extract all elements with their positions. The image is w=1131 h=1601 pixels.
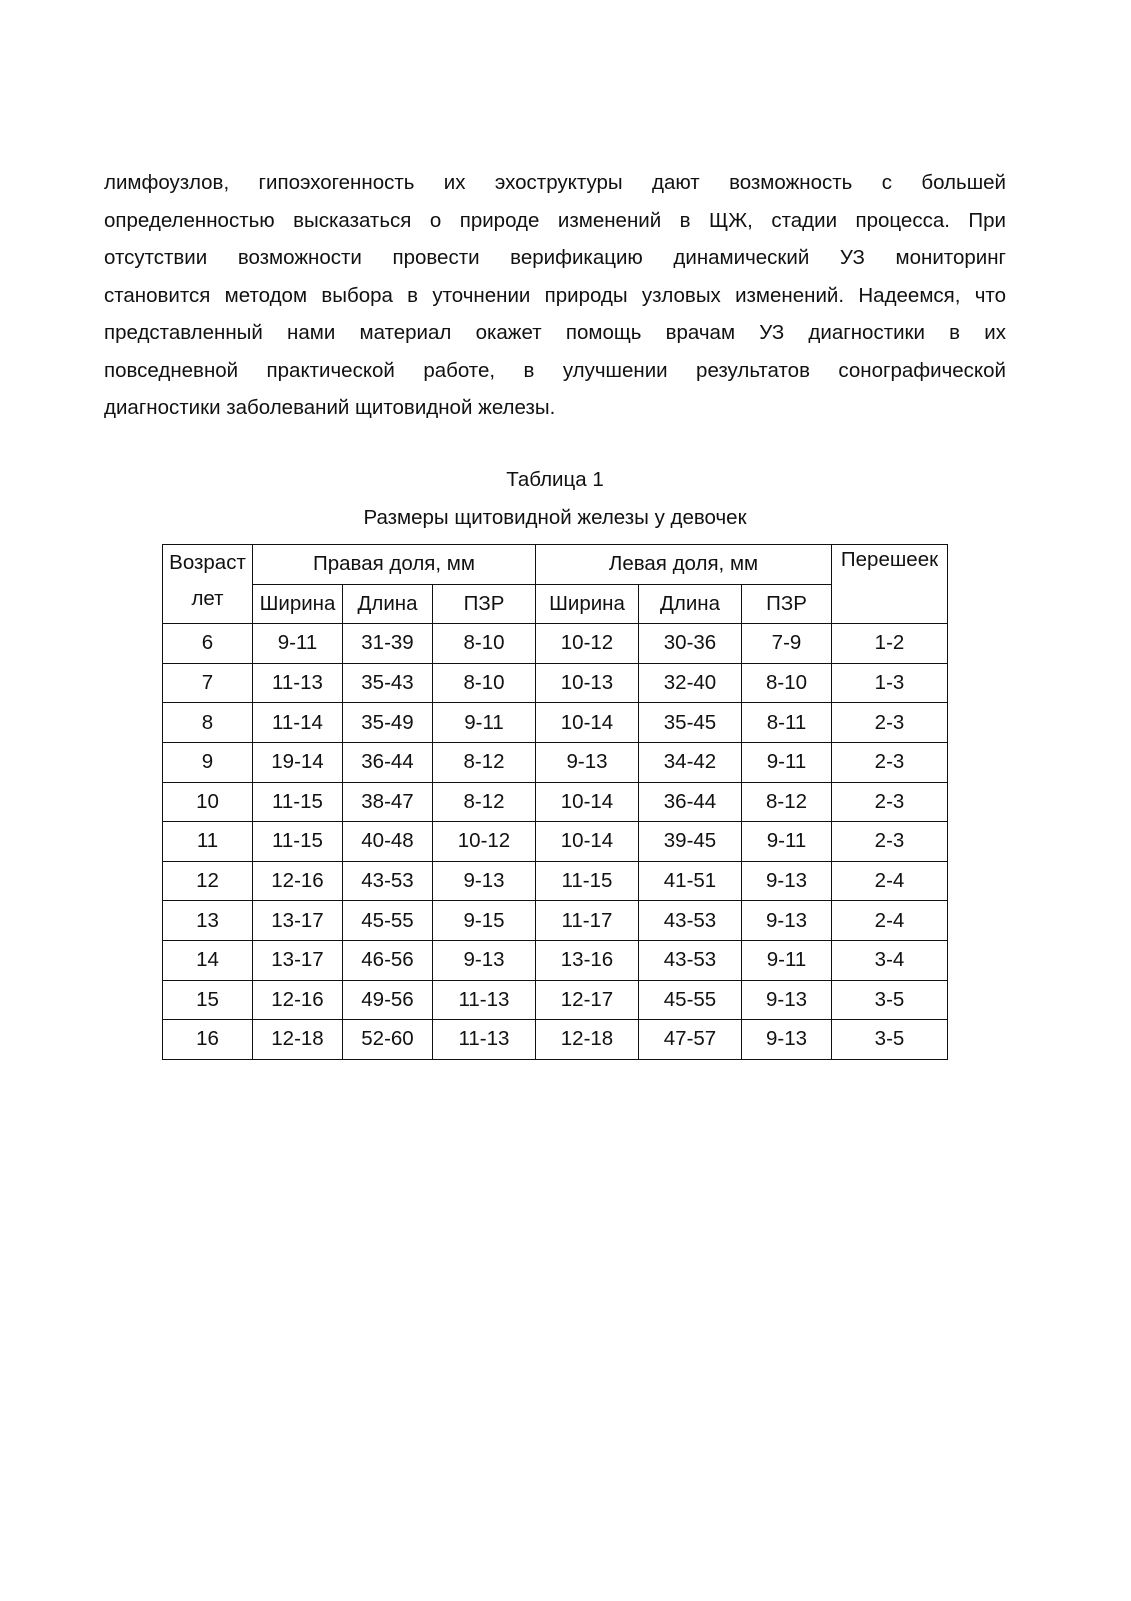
cell-left-pzr: 7-9	[742, 624, 832, 664]
cell-left-length: 43-53	[639, 901, 742, 941]
cell-right-width: 12-16	[253, 861, 343, 901]
header-right-length: Длина	[343, 584, 433, 624]
cell-right-length: 36-44	[343, 742, 433, 782]
header-age-line2: лет	[191, 587, 224, 610]
cell-left-length: 35-45	[639, 703, 742, 743]
paragraph-line: отсутствии возможности провести верификацию динамический УЗ мониторинг	[104, 246, 1006, 269]
table-row	[163, 861, 948, 901]
cell-left-width: 10-12	[536, 624, 639, 664]
cell-left-width: 12-18	[536, 1020, 639, 1060]
cell-age: 13	[163, 901, 253, 941]
paragraph-line: представленный нами материал окажет помощь врачам УЗ диагностики в их	[104, 321, 1006, 344]
cell-right-pzr: 9-15	[433, 901, 536, 941]
cell-age: 8	[163, 703, 253, 743]
header-left-length: Длина	[639, 584, 742, 624]
cell-right-pzr: 9-13	[433, 861, 536, 901]
table-row	[163, 1020, 948, 1060]
cell-right-pzr: 8-10	[433, 624, 536, 664]
table-row	[163, 782, 948, 822]
cell-left-length: 39-45	[639, 822, 742, 862]
cell-isthmus: 1-2	[832, 624, 948, 664]
cell-right-length: 52-60	[343, 1020, 433, 1060]
cell-isthmus: 2-3	[832, 742, 948, 782]
header-isthmus: Перешеек	[832, 545, 948, 624]
cell-left-length: 41-51	[639, 861, 742, 901]
cell-age: 16	[163, 1020, 253, 1060]
cell-right-pzr: 11-13	[433, 1020, 536, 1060]
cell-isthmus: 2-4	[832, 901, 948, 941]
cell-left-width: 13-16	[536, 940, 639, 980]
cell-right-pzr: 8-12	[433, 742, 536, 782]
cell-right-width: 11-14	[253, 703, 343, 743]
cell-right-length: 38-47	[343, 782, 433, 822]
paragraph-line: определенностью высказаться о природе изменений в ЩЖ, стадии процесса. При	[104, 208, 1006, 232]
header-right-width: Ширина	[253, 584, 343, 624]
cell-left-length: 47-57	[639, 1020, 742, 1060]
table-row	[163, 980, 948, 1020]
cell-age: 15	[163, 980, 253, 1020]
cell-left-length: 30-36	[639, 624, 742, 664]
cell-right-width: 13-17	[253, 940, 343, 980]
cell-left-pzr: 9-13	[742, 980, 832, 1020]
cell-age: 12	[163, 861, 253, 901]
cell-age: 9	[163, 742, 253, 782]
paragraph-line: становится методом выбора в уточнении природы узловых изменений. Надеемся, что	[104, 283, 1006, 307]
cell-right-width: 9-11	[253, 624, 343, 664]
table-row	[163, 663, 948, 703]
cell-isthmus: 3-4	[832, 940, 948, 980]
cell-left-width: 10-14	[536, 703, 639, 743]
cell-left-length: 36-44	[639, 782, 742, 822]
cell-left-length: 43-53	[639, 940, 742, 980]
paragraph-line: повседневной практической работе, в улучшении результатов сонографической	[104, 358, 1006, 382]
cell-isthmus: 2-3	[832, 703, 948, 743]
cell-left-pzr: 8-11	[742, 703, 832, 743]
header-right-lobe: Правая доля, мм	[253, 545, 536, 585]
cell-right-length: 43-53	[343, 861, 433, 901]
cell-right-length: 31-39	[343, 624, 433, 664]
table-number: Таблица 1	[506, 468, 604, 491]
cell-left-length: 32-40	[639, 663, 742, 703]
cell-right-width: 11-15	[253, 822, 343, 862]
header-left-lobe: Левая доля, мм	[536, 545, 832, 585]
cell-isthmus: 2-3	[832, 822, 948, 862]
header-age-line1: Возраст	[169, 551, 246, 574]
header-age	[163, 545, 253, 624]
table-row	[163, 940, 948, 980]
cell-left-width: 10-14	[536, 782, 639, 822]
cell-isthmus: 2-4	[832, 861, 948, 901]
cell-right-width: 13-17	[253, 901, 343, 941]
cell-left-width: 10-13	[536, 663, 639, 703]
header-left-pzr: ПЗР	[742, 584, 832, 624]
cell-left-pzr: 9-11	[742, 742, 832, 782]
cell-right-width: 19-14	[253, 742, 343, 782]
cell-age: 7	[163, 663, 253, 703]
cell-age: 14	[163, 940, 253, 980]
cell-right-length: 45-55	[343, 901, 433, 941]
cell-left-pzr: 9-13	[742, 1020, 832, 1060]
cell-right-length: 35-43	[343, 663, 433, 703]
header-right-pzr: ПЗР	[433, 584, 536, 624]
header-left-width: Ширина	[536, 584, 639, 624]
cell-right-length: 49-56	[343, 980, 433, 1020]
table-row	[163, 742, 948, 782]
cell-left-width: 9-13	[536, 742, 639, 782]
cell-left-pzr: 8-12	[742, 782, 832, 822]
paragraph-line: диагностики заболеваний щитовидной железы.	[104, 396, 556, 419]
cell-right-width: 11-13	[253, 663, 343, 703]
cell-right-pzr: 9-13	[433, 940, 536, 980]
cell-right-length: 35-49	[343, 703, 433, 743]
table-title: Размеры щитовидной железы у девочек	[363, 506, 747, 529]
cell-age: 10	[163, 782, 253, 822]
cell-left-width: 11-15	[536, 861, 639, 901]
cell-left-length: 45-55	[639, 980, 742, 1020]
table-row	[163, 703, 948, 743]
cell-left-pzr: 9-11	[742, 940, 832, 980]
cell-right-length: 46-56	[343, 940, 433, 980]
cell-left-pzr: 8-10	[742, 663, 832, 703]
cell-right-width: 12-16	[253, 980, 343, 1020]
cell-left-width: 11-17	[536, 901, 639, 941]
table-row	[163, 624, 948, 664]
cell-right-pzr: 8-12	[433, 782, 536, 822]
cell-right-width: 12-18	[253, 1020, 343, 1060]
cell-age: 6	[163, 624, 253, 664]
cell-left-pzr: 9-13	[742, 901, 832, 941]
cell-left-pzr: 9-11	[742, 822, 832, 862]
cell-right-length: 40-48	[343, 822, 433, 862]
cell-right-width: 11-15	[253, 782, 343, 822]
cell-left-length: 34-42	[639, 742, 742, 782]
table-body	[163, 624, 948, 1060]
table-row	[163, 901, 948, 941]
cell-isthmus: 3-5	[832, 1020, 948, 1060]
body-paragraph	[104, 164, 1006, 427]
cell-left-width: 10-14	[536, 822, 639, 862]
cell-right-pzr: 9-11	[433, 703, 536, 743]
cell-left-pzr: 9-13	[742, 861, 832, 901]
cell-left-width: 12-17	[536, 980, 639, 1020]
cell-right-pzr: 10-12	[433, 822, 536, 862]
cell-age: 11	[163, 822, 253, 862]
cell-right-pzr: 8-10	[433, 663, 536, 703]
cell-isthmus: 2-3	[832, 782, 948, 822]
cell-isthmus: 1-3	[832, 663, 948, 703]
cell-isthmus: 3-5	[832, 980, 948, 1020]
table-row	[163, 822, 948, 862]
paragraph-line: лимфоузлов, гипоэхогенность их эхоструктуры дают возможность с большей	[104, 171, 1006, 194]
thyroid-size-table	[162, 544, 948, 1060]
cell-right-pzr: 11-13	[433, 980, 536, 1020]
